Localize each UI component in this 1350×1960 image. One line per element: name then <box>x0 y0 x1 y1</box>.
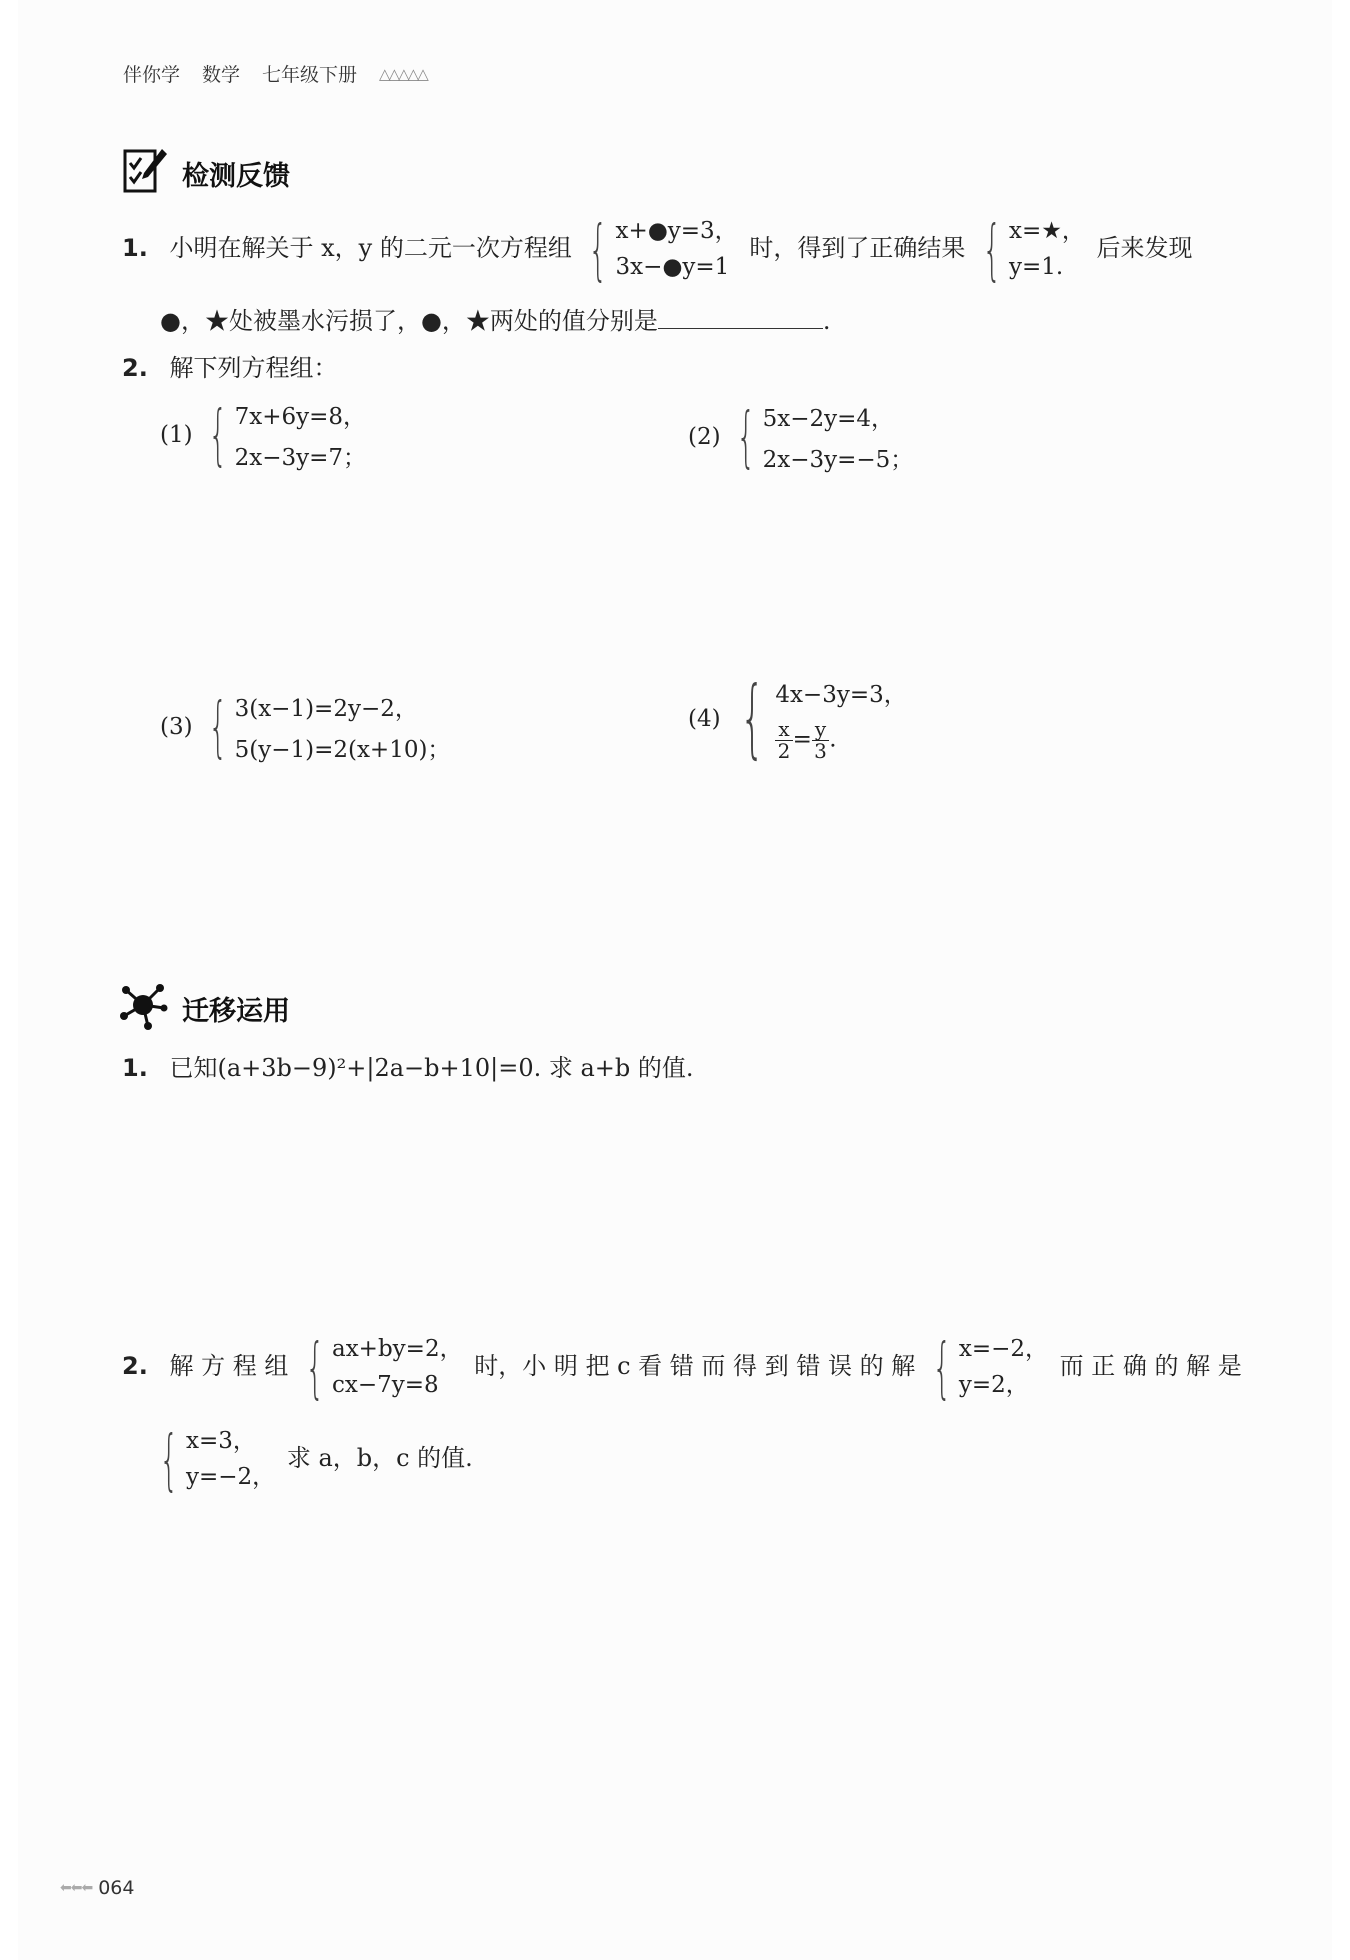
brace-icon: { <box>208 396 228 474</box>
fraction <box>775 719 792 762</box>
subproblem-label: (4) <box>688 706 721 732</box>
equation-line: 3x−●y=1 <box>615 253 730 280</box>
subproblem-3 <box>160 690 454 764</box>
brace-icon: { <box>739 668 765 769</box>
question-number: 2. <box>122 1352 148 1381</box>
page-number: 064 <box>98 1877 135 1899</box>
equation-system <box>300 1328 463 1406</box>
question-number: 1. <box>122 1054 148 1082</box>
solution-system <box>977 210 1085 288</box>
equation-system <box>203 398 366 472</box>
subject-name: 数学 <box>202 64 241 86</box>
page-footer <box>60 1877 134 1899</box>
feedback-question-1-line2 <box>160 306 831 336</box>
fraction-equation <box>775 719 906 762</box>
equation-line: 4x−3y=3， <box>775 682 907 708</box>
question-text: 已知(a+3b−9)²+|2a−b+10|=0. 求 a+b 的值. <box>169 1054 694 1082</box>
application-question-1 <box>122 1054 694 1083</box>
equation-line: y=2， <box>958 1371 1029 1398</box>
feedback-question-1 <box>122 210 1193 288</box>
denominator: 3 <box>814 739 827 763</box>
equation-line: 5(y−1)=2(x+10)； <box>234 737 451 763</box>
brace-icon: { <box>159 1420 179 1498</box>
section-title-application <box>118 980 290 1037</box>
equation-line: y=−2， <box>186 1463 276 1490</box>
brace-icon: { <box>208 688 228 766</box>
equals-sign: = <box>792 726 812 753</box>
period: . <box>822 307 831 335</box>
equation-line: 5x−2y=4， <box>762 406 895 432</box>
subproblem-label: (3) <box>160 714 193 740</box>
brace-icon: { <box>982 210 1002 288</box>
numerator: x <box>775 719 792 741</box>
equation-line: 7x+6y=8， <box>234 404 367 430</box>
section-title-feedback <box>122 145 290 202</box>
equation-line: 3(x−1)=2y−2， <box>234 696 418 722</box>
equation-system <box>203 690 451 764</box>
numerator: y <box>812 719 829 741</box>
application-question-2-line2 <box>159 1420 473 1498</box>
question-text: 求 a，b，c 的值. <box>286 1444 473 1473</box>
equation-system <box>731 668 907 769</box>
period: . <box>829 726 837 753</box>
series-name: 伴你学 <box>123 64 181 86</box>
brace-icon: { <box>736 398 756 476</box>
denominator: 2 <box>777 739 791 763</box>
question-text: ●，★处被墨水污损了，●，★两处的值分别是 <box>160 307 658 335</box>
subproblem-1 <box>160 398 370 472</box>
equation-line: 2x−3y=−5； <box>762 447 914 473</box>
question-text: 解 方 程 组 <box>169 1352 289 1381</box>
equation-system <box>731 400 914 474</box>
page-header <box>123 60 427 87</box>
question-number: 2. <box>122 354 148 382</box>
equation-line: x=★， <box>1008 218 1085 244</box>
question-text: 小明在解关于 x，y 的二元一次方程组 <box>169 234 572 263</box>
brace-icon: { <box>932 1328 952 1406</box>
question-text: 后来发现 <box>1096 234 1193 263</box>
equation-line: x=3， <box>186 1428 256 1454</box>
question-text: 时，得到了正确结果 <box>749 234 966 263</box>
equation-line: cx−7y=8 <box>332 1371 439 1398</box>
question-number: 1. <box>122 234 148 263</box>
fraction <box>812 719 829 762</box>
equation-line: y=1. <box>1008 253 1064 280</box>
question-text: 时，小 明 把 c 看 错 而 得 到 错 误 的 解 <box>474 1352 916 1381</box>
equation-line: x=−2， <box>958 1336 1049 1362</box>
equation-line: x+●y=3， <box>615 218 738 244</box>
subproblem-label: (2) <box>688 424 721 450</box>
equation-line: ax+by=2， <box>332 1336 463 1362</box>
feedback-question-2 <box>122 354 337 383</box>
section-title-text: 迁移运用 <box>182 996 290 1027</box>
subproblem-4 <box>688 668 911 769</box>
question-text: 解下列方程组： <box>169 354 338 382</box>
wrong-solution-system <box>927 1328 1049 1406</box>
equation-line: 2x−3y=7； <box>234 445 367 471</box>
subproblem-label: (1) <box>160 422 193 448</box>
grade-name: 七年级下册 <box>262 64 358 86</box>
correct-solution-system <box>154 1420 276 1498</box>
equation-system <box>583 210 738 288</box>
subproblem-2 <box>688 400 917 474</box>
question-text: 而 正 确 的 解 是 <box>1059 1352 1242 1381</box>
brace-icon: { <box>589 210 608 288</box>
arrow-left-icon: ⬅⬅⬅ <box>60 1880 93 1896</box>
answer-blank[interactable] <box>658 306 823 329</box>
section-title-text: 检测反馈 <box>182 161 290 192</box>
brace-icon: { <box>305 1328 325 1406</box>
molecule-icon <box>118 980 168 1037</box>
checklist-pen-icon <box>122 145 168 202</box>
triangle-decoration: △△△△△ <box>379 64 427 83</box>
application-question-2 <box>122 1328 1242 1406</box>
